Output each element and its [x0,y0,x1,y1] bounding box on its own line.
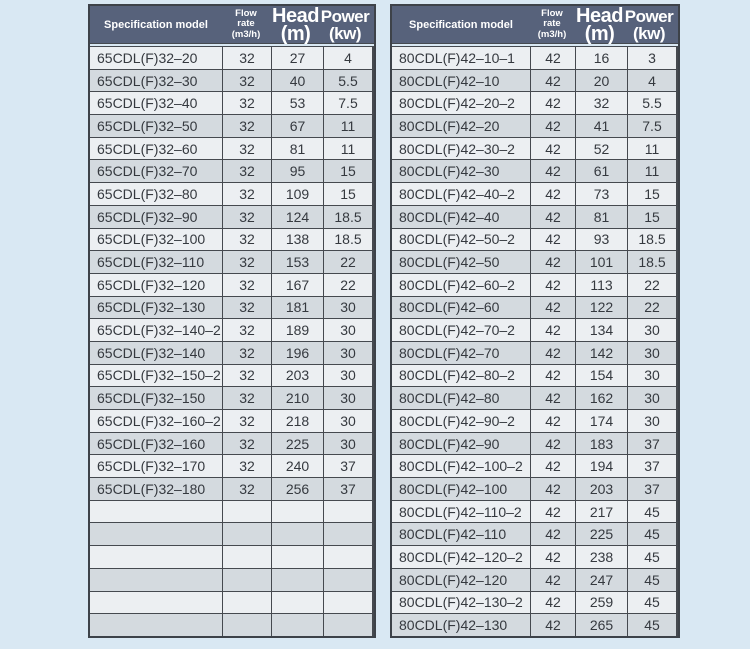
flow-cell: 42 [531,319,575,341]
model-cell: 65CDL(F)32–60 [90,138,222,160]
model-cell: 80CDL(F)42–120–2 [392,546,530,568]
model-cell: 80CDL(F)42–60–2 [392,274,530,296]
model-cell: 80CDL(F)42–70 [392,342,530,364]
head-cell: 225 [272,433,323,455]
power-cell: 22 [628,274,676,296]
flow-cell [223,546,271,568]
model-cell: 65CDL(F)32–70 [90,160,222,182]
model-cell [90,501,222,523]
power-cell: 45 [628,569,676,591]
power-cell: 22 [324,274,372,296]
column-header-flow-rate: Flow rate (m3/h) [231,7,261,40]
head-cell [272,614,323,636]
flow-cell: 42 [531,183,575,205]
head-cell: 40 [272,70,323,92]
flow-cell: 32 [223,410,271,432]
power-cell: 45 [628,546,676,568]
power-cell: 30 [324,410,372,432]
power-cell [324,523,372,545]
flow-cell: 42 [531,455,575,477]
column-header-head: Head (m) [576,4,623,45]
model-cell: 65CDL(F)32–90 [90,206,222,228]
power-cell: 11 [628,160,676,182]
table-header-row [90,6,374,44]
flow-cell [223,523,271,545]
flow-cell [223,614,271,636]
power-cell: 22 [628,297,676,319]
spec-table-80cdl [390,4,680,638]
model-cell: 65CDL(F)32–80 [90,183,222,205]
flow-cell: 42 [531,410,575,432]
flow-cell: 42 [531,365,575,387]
model-cell: 80CDL(F)42–40 [392,206,530,228]
model-cell: 80CDL(F)42–90–2 [392,410,530,432]
flow-cell [223,501,271,523]
head-cell: 81 [576,206,627,228]
head-cell: 138 [272,229,323,251]
head-cell: 122 [576,297,627,319]
flow-cell: 42 [531,501,575,523]
model-cell: 65CDL(F)32–100 [90,229,222,251]
head-cell: 210 [272,387,323,409]
power-cell: 18.5 [324,206,372,228]
flow-cell: 32 [223,229,271,251]
model-cell: 80CDL(F)42–10 [392,70,530,92]
head-cell: 217 [576,501,627,523]
head-cell: 93 [576,229,627,251]
power-cell: 11 [324,138,372,160]
flow-cell: 42 [531,138,575,160]
flow-cell: 32 [223,115,271,137]
column-header-flow-rate: Flow rate (m3/h) [537,7,567,40]
head-cell: 167 [272,274,323,296]
head-cell: 124 [272,206,323,228]
head-cell: 194 [576,455,627,477]
flow-cell: 42 [531,387,575,409]
power-cell: 30 [628,410,676,432]
model-cell: 80CDL(F)42–80–2 [392,365,530,387]
model-cell: 65CDL(F)32–40 [90,92,222,114]
head-cell: 134 [576,319,627,341]
head-cell: 162 [576,387,627,409]
model-cell: 65CDL(F)32–130 [90,297,222,319]
head-cell [272,592,323,614]
flow-cell: 32 [223,92,271,114]
flow-cell: 42 [531,115,575,137]
flow-cell: 42 [531,546,575,568]
flow-cell: 32 [223,47,271,69]
flow-cell: 32 [223,433,271,455]
head-cell: 256 [272,478,323,500]
flow-cell: 42 [531,229,575,251]
head-cell: 183 [576,433,627,455]
power-cell: 30 [324,297,372,319]
power-cell: 11 [324,115,372,137]
head-cell [272,569,323,591]
column-header-model-label: Specification model [409,18,513,31]
model-cell: 80CDL(F)42–70–2 [392,319,530,341]
flow-cell: 32 [223,183,271,205]
head-cell: 32 [576,92,627,114]
power-cell: 22 [324,251,372,273]
model-cell: 80CDL(F)42–20–2 [392,92,530,114]
model-cell: 65CDL(F)32–50 [90,115,222,137]
flow-cell: 32 [223,206,271,228]
model-cell: 80CDL(F)42–40–2 [392,183,530,205]
power-cell: 3 [628,47,676,69]
head-cell [272,501,323,523]
model-cell: 80CDL(F)42–130–2 [392,592,530,614]
head-cell: 259 [576,592,627,614]
power-cell: 45 [628,592,676,614]
flow-cell: 42 [531,70,575,92]
model-cell: 80CDL(F)42–110 [392,523,530,545]
head-cell: 225 [576,523,627,545]
flow-cell: 32 [223,455,271,477]
power-cell: 30 [324,365,372,387]
column-header-model-label: Specification model [104,18,208,31]
head-cell: 27 [272,47,323,69]
power-cell: 30 [324,387,372,409]
column-header-model [90,6,222,43]
power-cell: 37 [628,478,676,500]
head-cell: 203 [576,478,627,500]
flow-cell: 42 [531,274,575,296]
power-cell: 4 [324,47,372,69]
model-cell: 65CDL(F)32–140–2 [90,319,222,341]
power-cell: 30 [628,342,676,364]
flow-cell: 32 [223,274,271,296]
model-cell: 80CDL(F)42–90 [392,433,530,455]
model-cell: 80CDL(F)42–80 [392,387,530,409]
model-cell [90,546,222,568]
power-cell [324,592,372,614]
head-cell: 142 [576,342,627,364]
head-cell: 196 [272,342,323,364]
power-cell [324,546,372,568]
power-cell: 5.5 [324,70,372,92]
head-cell: 174 [576,410,627,432]
flow-cell: 42 [531,569,575,591]
model-cell: 65CDL(F)32–160 [90,433,222,455]
head-cell: 81 [272,138,323,160]
head-cell: 101 [576,251,627,273]
model-cell: 80CDL(F)42–50 [392,251,530,273]
flow-cell: 42 [531,523,575,545]
column-header-power: Power (kw) [320,6,370,43]
head-cell: 238 [576,546,627,568]
flow-cell: 42 [531,206,575,228]
flow-cell: 32 [223,365,271,387]
model-cell: 80CDL(F)42–50–2 [392,229,530,251]
model-cell [90,614,222,636]
model-cell: 65CDL(F)32–140 [90,342,222,364]
power-cell: 45 [628,523,676,545]
power-cell: 45 [628,501,676,523]
power-cell: 11 [628,138,676,160]
flow-cell: 42 [531,92,575,114]
flow-cell: 42 [531,160,575,182]
model-cell: 65CDL(F)32–120 [90,274,222,296]
power-cell: 45 [628,614,676,636]
flow-cell: 32 [223,319,271,341]
column-header-power: Power (kw) [624,6,674,43]
model-cell: 65CDL(F)32–180 [90,478,222,500]
flow-cell: 42 [531,592,575,614]
power-cell: 18.5 [628,229,676,251]
model-cell: 80CDL(F)42–100 [392,478,530,500]
model-cell [90,523,222,545]
flow-cell: 42 [531,342,575,364]
flow-cell: 42 [531,433,575,455]
power-cell: 37 [628,455,676,477]
column-header-head: Head (m) [272,4,319,45]
power-cell: 30 [324,319,372,341]
flow-cell: 42 [531,478,575,500]
power-cell [324,569,372,591]
power-cell: 30 [324,433,372,455]
flow-cell: 32 [223,387,271,409]
model-cell: 80CDL(F)42–20 [392,115,530,137]
model-cell: 80CDL(F)42–120 [392,569,530,591]
power-cell: 30 [324,342,372,364]
table-body [392,46,678,636]
table-header-row [392,6,678,44]
head-cell: 181 [272,297,323,319]
power-cell: 7.5 [628,115,676,137]
flow-cell: 42 [531,47,575,69]
model-cell [90,592,222,614]
model-cell: 65CDL(F)32–20 [90,47,222,69]
model-cell [90,569,222,591]
model-cell: 80CDL(F)42–10–1 [392,47,530,69]
head-cell [272,523,323,545]
head-cell: 16 [576,47,627,69]
head-cell: 265 [576,614,627,636]
power-cell: 15 [324,183,372,205]
flow-cell: 32 [223,138,271,160]
power-cell: 18.5 [628,251,676,273]
table-body [90,46,374,636]
power-cell [324,501,372,523]
head-cell: 67 [272,115,323,137]
column-header-model [392,6,530,43]
model-cell: 65CDL(F)32–150 [90,387,222,409]
power-cell: 30 [628,387,676,409]
power-cell: 37 [324,455,372,477]
power-cell: 30 [628,365,676,387]
model-cell: 65CDL(F)32–170 [90,455,222,477]
head-cell: 113 [576,274,627,296]
head-cell: 61 [576,160,627,182]
flow-cell: 32 [223,478,271,500]
head-cell: 41 [576,115,627,137]
flow-cell: 32 [223,160,271,182]
power-cell: 37 [628,433,676,455]
model-cell: 80CDL(F)42–110–2 [392,501,530,523]
model-cell: 80CDL(F)42–130 [392,614,530,636]
head-cell [272,546,323,568]
flow-cell: 32 [223,251,271,273]
power-cell: 37 [324,478,372,500]
model-cell: 80CDL(F)42–30 [392,160,530,182]
flow-cell [223,569,271,591]
model-cell: 65CDL(F)32–150–2 [90,365,222,387]
head-cell: 247 [576,569,627,591]
power-cell: 18.5 [324,229,372,251]
flow-cell: 32 [223,70,271,92]
head-cell: 240 [272,455,323,477]
model-cell: 65CDL(F)32–30 [90,70,222,92]
power-cell: 15 [628,183,676,205]
head-cell: 153 [272,251,323,273]
flow-cell: 42 [531,251,575,273]
head-cell: 52 [576,138,627,160]
power-cell: 5.5 [628,92,676,114]
power-cell: 30 [628,319,676,341]
model-cell: 65CDL(F)32–110 [90,251,222,273]
head-cell: 73 [576,183,627,205]
spec-table-65cdl [88,4,376,638]
head-cell: 189 [272,319,323,341]
power-cell: 7.5 [324,92,372,114]
model-cell: 80CDL(F)42–60 [392,297,530,319]
power-cell: 4 [628,70,676,92]
power-cell: 15 [628,206,676,228]
head-cell: 20 [576,70,627,92]
flow-cell: 32 [223,297,271,319]
power-cell [324,614,372,636]
flow-cell [223,592,271,614]
head-cell: 203 [272,365,323,387]
head-cell: 218 [272,410,323,432]
head-cell: 95 [272,160,323,182]
model-cell: 80CDL(F)42–30–2 [392,138,530,160]
model-cell: 65CDL(F)32–160–2 [90,410,222,432]
head-cell: 53 [272,92,323,114]
head-cell: 154 [576,365,627,387]
flow-cell: 42 [531,297,575,319]
power-cell: 15 [324,160,372,182]
head-cell: 109 [272,183,323,205]
flow-cell: 32 [223,342,271,364]
flow-cell: 42 [531,614,575,636]
model-cell: 80CDL(F)42–100–2 [392,455,530,477]
